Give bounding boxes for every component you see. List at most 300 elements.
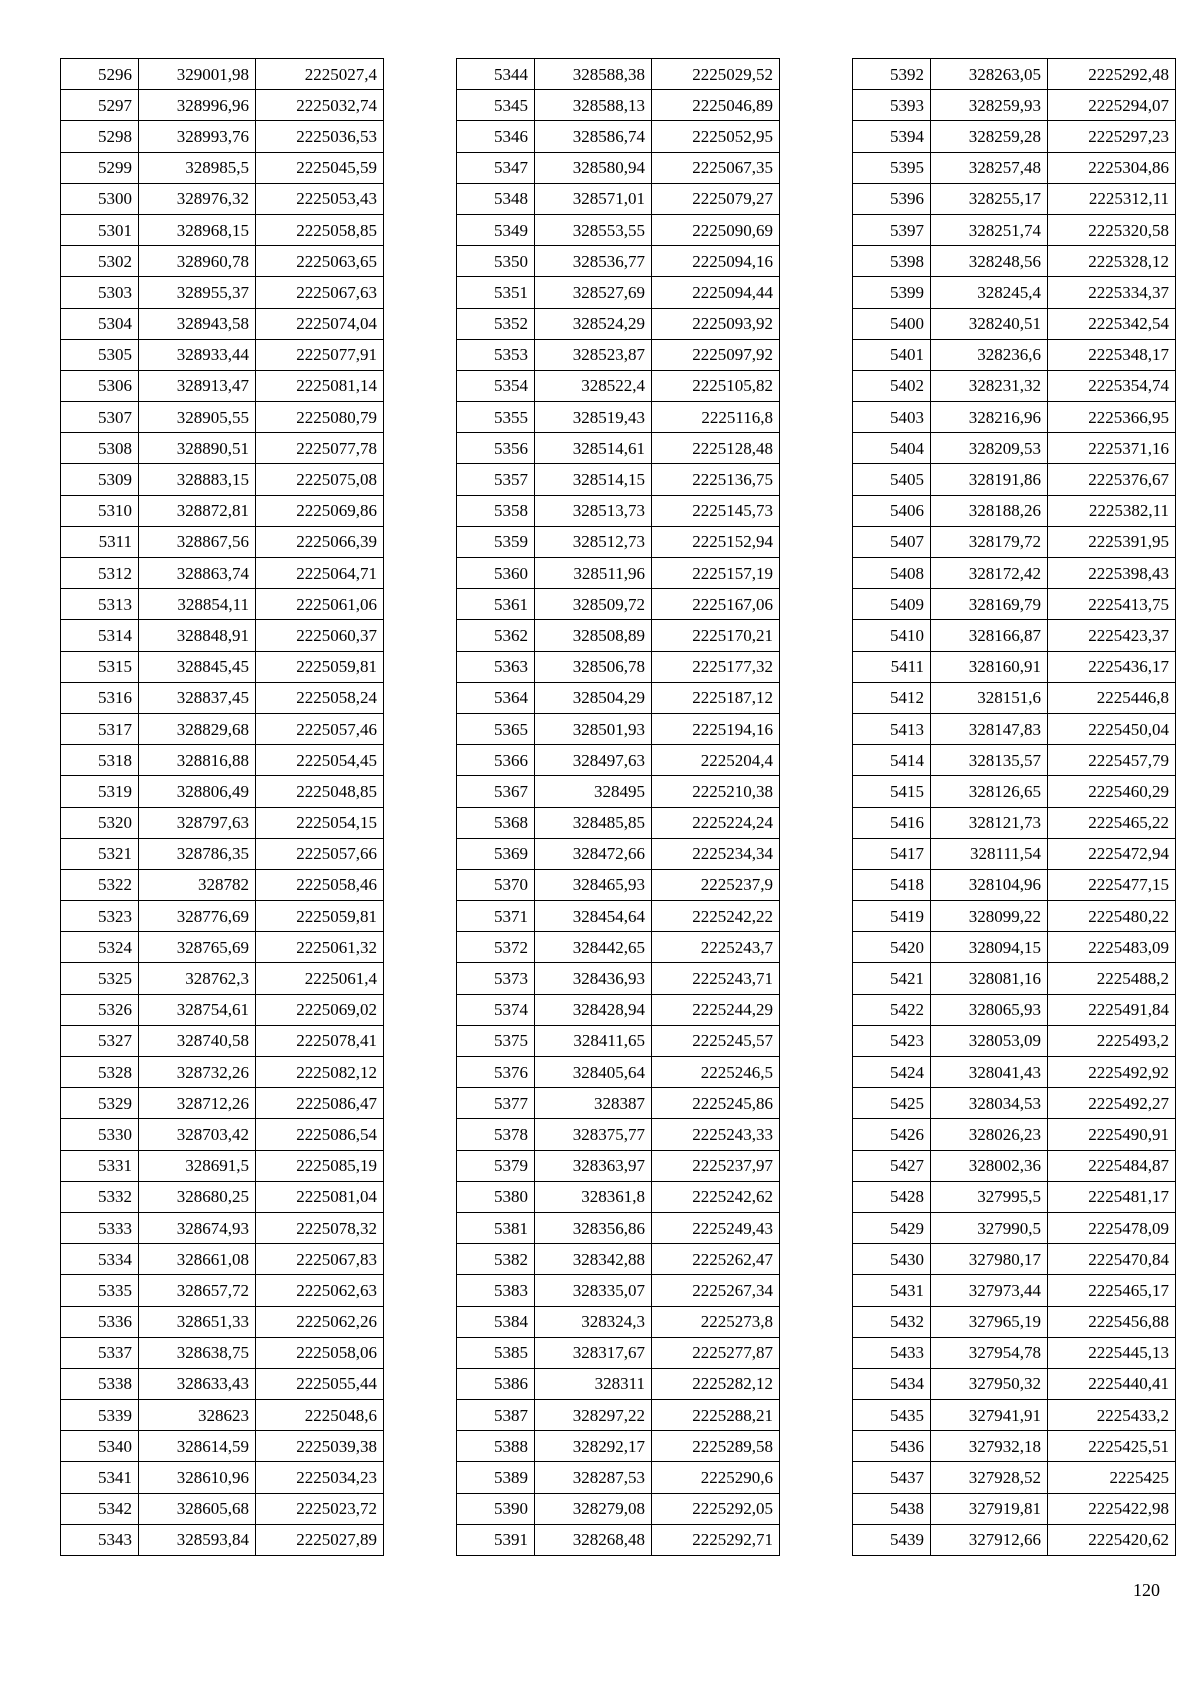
y-coordinate-cell: 2225288,21 (652, 1400, 780, 1431)
table-row (457, 932, 780, 963)
table-row (457, 1493, 780, 1524)
x-coordinate-cell: 328504,29 (535, 682, 652, 713)
y-coordinate-cell: 2225082,12 (256, 1057, 384, 1088)
y-coordinate-cell: 2225058,06 (256, 1337, 384, 1368)
table-row (457, 121, 780, 152)
point-number-cell: 5337 (61, 1337, 139, 1368)
table-row (457, 713, 780, 744)
table-row (853, 90, 1176, 121)
point-number-cell: 5401 (853, 339, 931, 370)
x-coordinate-cell: 328754,61 (139, 994, 256, 1025)
x-coordinate-cell: 328797,63 (139, 807, 256, 838)
table-row (61, 776, 384, 807)
y-coordinate-cell: 2225048,6 (256, 1400, 384, 1431)
y-coordinate-cell: 2225090,69 (652, 214, 780, 245)
table-row (853, 901, 1176, 932)
table-row (457, 558, 780, 589)
point-number-cell: 5400 (853, 308, 931, 339)
x-coordinate-cell: 328883,15 (139, 464, 256, 495)
table-row (457, 745, 780, 776)
y-coordinate-cell: 2225297,23 (1048, 121, 1176, 152)
x-coordinate-cell: 328854,11 (139, 589, 256, 620)
point-number-cell: 5335 (61, 1275, 139, 1306)
x-coordinate-cell: 327912,66 (931, 1524, 1048, 1555)
point-number-cell: 5347 (457, 152, 535, 183)
point-number-cell: 5323 (61, 901, 139, 932)
y-coordinate-cell: 2225312,11 (1048, 183, 1176, 214)
y-coordinate-cell: 2225152,94 (652, 526, 780, 557)
point-number-cell: 5378 (457, 1119, 535, 1150)
x-coordinate-cell: 327928,52 (931, 1462, 1048, 1493)
table-row (853, 869, 1176, 900)
table-row (853, 1150, 1176, 1181)
point-number-cell: 5404 (853, 433, 931, 464)
table-row (61, 1275, 384, 1306)
y-coordinate-cell: 2225328,12 (1048, 246, 1176, 277)
y-coordinate-cell: 2225081,04 (256, 1181, 384, 1212)
y-coordinate-cell: 2225054,45 (256, 745, 384, 776)
table-row (853, 1368, 1176, 1399)
table-row (457, 1524, 780, 1555)
x-coordinate-cell: 327954,78 (931, 1337, 1048, 1368)
point-number-cell: 5413 (853, 713, 931, 744)
x-coordinate-cell: 327965,19 (931, 1306, 1048, 1337)
point-number-cell: 5389 (457, 1462, 535, 1493)
table-row (61, 152, 384, 183)
point-number-cell: 5308 (61, 433, 139, 464)
point-number-cell: 5351 (457, 277, 535, 308)
y-coordinate-cell: 2225058,46 (256, 869, 384, 900)
y-coordinate-cell: 2225055,44 (256, 1368, 384, 1399)
point-number-cell: 5379 (457, 1150, 535, 1181)
y-coordinate-cell: 2225493,2 (1048, 1025, 1176, 1056)
y-coordinate-cell: 2225398,43 (1048, 558, 1176, 589)
point-number-cell: 5425 (853, 1088, 931, 1119)
table-row (61, 1181, 384, 1212)
y-coordinate-cell: 2225282,12 (652, 1368, 780, 1399)
x-coordinate-cell: 328209,53 (931, 433, 1048, 464)
table-row (853, 1088, 1176, 1119)
point-number-cell: 5415 (853, 776, 931, 807)
x-coordinate-cell: 328442,65 (535, 932, 652, 963)
point-number-cell: 5437 (853, 1462, 931, 1493)
x-coordinate-cell: 328732,26 (139, 1057, 256, 1088)
table-row (61, 1524, 384, 1555)
y-coordinate-cell: 2225425 (1048, 1462, 1176, 1493)
point-number-cell: 5436 (853, 1431, 931, 1462)
point-number-cell: 5383 (457, 1275, 535, 1306)
y-coordinate-cell: 2225067,83 (256, 1244, 384, 1275)
point-number-cell: 5298 (61, 121, 139, 152)
point-number-cell: 5381 (457, 1212, 535, 1243)
y-coordinate-cell: 2225456,88 (1048, 1306, 1176, 1337)
point-number-cell: 5376 (457, 1057, 535, 1088)
table-row (457, 682, 780, 713)
point-number-cell: 5328 (61, 1057, 139, 1088)
x-coordinate-cell: 328955,37 (139, 277, 256, 308)
table-row (853, 838, 1176, 869)
table-row (853, 339, 1176, 370)
point-number-cell: 5336 (61, 1306, 139, 1337)
table-row (61, 1088, 384, 1119)
y-coordinate-cell: 2225382,11 (1048, 495, 1176, 526)
table-row (457, 1088, 780, 1119)
point-number-cell: 5372 (457, 932, 535, 963)
point-number-cell: 5359 (457, 526, 535, 557)
table-row (457, 589, 780, 620)
y-coordinate-cell: 2225224,24 (652, 807, 780, 838)
table-row (61, 1493, 384, 1524)
point-number-cell: 5391 (457, 1524, 535, 1555)
table-row (61, 214, 384, 245)
x-coordinate-cell: 328845,45 (139, 651, 256, 682)
point-number-cell: 5409 (853, 589, 931, 620)
x-coordinate-cell: 328411,65 (535, 1025, 652, 1056)
point-number-cell: 5380 (457, 1181, 535, 1212)
y-coordinate-cell: 2225062,26 (256, 1306, 384, 1337)
point-number-cell: 5315 (61, 651, 139, 682)
point-number-cell: 5399 (853, 277, 931, 308)
x-coordinate-cell: 327980,17 (931, 1244, 1048, 1275)
point-number-cell: 5426 (853, 1119, 931, 1150)
table-row (457, 1150, 780, 1181)
point-number-cell: 5432 (853, 1306, 931, 1337)
point-number-cell: 5394 (853, 121, 931, 152)
y-coordinate-cell: 2225436,17 (1048, 651, 1176, 682)
x-coordinate-cell: 328890,51 (139, 433, 256, 464)
y-coordinate-cell: 2225267,34 (652, 1275, 780, 1306)
point-number-cell: 5405 (853, 464, 931, 495)
x-coordinate-cell: 328829,68 (139, 713, 256, 744)
y-coordinate-cell: 2225490,91 (1048, 1119, 1176, 1150)
x-coordinate-cell: 328508,89 (535, 620, 652, 651)
table-row (61, 869, 384, 900)
y-coordinate-cell: 2225237,9 (652, 869, 780, 900)
x-coordinate-cell: 327919,81 (931, 1493, 1048, 1524)
x-coordinate-cell: 328268,48 (535, 1524, 652, 1555)
x-coordinate-cell: 328553,55 (535, 214, 652, 245)
x-coordinate-cell: 328387 (535, 1088, 652, 1119)
x-coordinate-cell: 328691,5 (139, 1150, 256, 1181)
x-coordinate-cell: 327932,18 (931, 1431, 1048, 1462)
table-row (457, 402, 780, 433)
x-coordinate-cell: 328511,96 (535, 558, 652, 589)
point-number-cell: 5325 (61, 963, 139, 994)
x-coordinate-cell: 328160,91 (931, 651, 1048, 682)
y-coordinate-cell: 2225194,16 (652, 713, 780, 744)
y-coordinate-cell: 2225292,71 (652, 1524, 780, 1555)
y-coordinate-cell: 2225470,84 (1048, 1244, 1176, 1275)
y-coordinate-cell: 2225465,17 (1048, 1275, 1176, 1306)
x-coordinate-cell: 328454,64 (535, 901, 652, 932)
point-number-cell: 5334 (61, 1244, 139, 1275)
table-row (853, 994, 1176, 1025)
y-coordinate-cell: 2225039,38 (256, 1431, 384, 1462)
point-number-cell: 5326 (61, 994, 139, 1025)
table-row (457, 1400, 780, 1431)
x-coordinate-cell: 328985,5 (139, 152, 256, 183)
y-coordinate-cell: 2225027,4 (256, 59, 384, 90)
x-coordinate-cell: 328960,78 (139, 246, 256, 277)
x-coordinate-cell: 328580,94 (535, 152, 652, 183)
point-number-cell: 5346 (457, 121, 535, 152)
point-number-cell: 5395 (853, 152, 931, 183)
y-coordinate-cell: 2225242,62 (652, 1181, 780, 1212)
table-row (853, 1493, 1176, 1524)
table-row (853, 59, 1176, 90)
point-number-cell: 5300 (61, 183, 139, 214)
y-coordinate-cell: 2225177,32 (652, 651, 780, 682)
x-coordinate-cell: 328335,07 (535, 1275, 652, 1306)
point-number-cell: 5330 (61, 1119, 139, 1150)
y-coordinate-cell: 2225093,92 (652, 308, 780, 339)
x-coordinate-cell: 328311 (535, 1368, 652, 1399)
point-number-cell: 5412 (853, 682, 931, 713)
x-coordinate-cell: 328324,3 (535, 1306, 652, 1337)
point-number-cell: 5322 (61, 869, 139, 900)
y-coordinate-cell: 2225422,98 (1048, 1493, 1176, 1524)
x-coordinate-cell: 328297,22 (535, 1400, 652, 1431)
point-number-cell: 5296 (61, 59, 139, 90)
table-row (457, 1337, 780, 1368)
x-coordinate-cell: 328081,16 (931, 963, 1048, 994)
table-row (457, 495, 780, 526)
x-coordinate-cell: 328236,6 (931, 339, 1048, 370)
y-coordinate-cell: 2225074,04 (256, 308, 384, 339)
coordinates-table-3 (852, 58, 1176, 1556)
y-coordinate-cell: 2225145,73 (652, 495, 780, 526)
x-coordinate-cell: 328240,51 (931, 308, 1048, 339)
table-row (61, 339, 384, 370)
x-coordinate-cell: 328428,94 (535, 994, 652, 1025)
point-number-cell: 5373 (457, 963, 535, 994)
y-coordinate-cell: 2225204,4 (652, 745, 780, 776)
x-coordinate-cell: 328782 (139, 869, 256, 900)
x-coordinate-cell: 328257,48 (931, 152, 1048, 183)
table-row (457, 1244, 780, 1275)
table-row (853, 121, 1176, 152)
point-number-cell: 5424 (853, 1057, 931, 1088)
x-coordinate-cell: 328657,72 (139, 1275, 256, 1306)
point-number-cell: 5321 (61, 838, 139, 869)
point-number-cell: 5356 (457, 433, 535, 464)
table-row (61, 495, 384, 526)
y-coordinate-cell: 2225080,79 (256, 402, 384, 433)
y-coordinate-cell: 2225457,79 (1048, 745, 1176, 776)
x-coordinate-cell: 328863,74 (139, 558, 256, 589)
y-coordinate-cell: 2225292,05 (652, 1493, 780, 1524)
table-row (457, 1212, 780, 1243)
table-row (457, 620, 780, 651)
x-coordinate-cell: 328216,96 (931, 402, 1048, 433)
point-number-cell: 5428 (853, 1181, 931, 1212)
table-row (457, 1057, 780, 1088)
x-coordinate-cell: 328094,15 (931, 932, 1048, 963)
y-coordinate-cell: 2225294,07 (1048, 90, 1176, 121)
y-coordinate-cell: 2225342,54 (1048, 308, 1176, 339)
x-coordinate-cell: 327950,32 (931, 1368, 1048, 1399)
y-coordinate-cell: 2225078,41 (256, 1025, 384, 1056)
point-number-cell: 5416 (853, 807, 931, 838)
table-row (457, 963, 780, 994)
table-row (61, 90, 384, 121)
x-coordinate-cell: 328514,61 (535, 433, 652, 464)
y-coordinate-cell: 2225029,52 (652, 59, 780, 90)
x-coordinate-cell: 328867,56 (139, 526, 256, 557)
table-row (61, 121, 384, 152)
y-coordinate-cell: 2225069,86 (256, 495, 384, 526)
x-coordinate-cell: 327941,91 (931, 1400, 1048, 1431)
y-coordinate-cell: 2225210,38 (652, 776, 780, 807)
y-coordinate-cell: 2225334,37 (1048, 277, 1176, 308)
y-coordinate-cell: 2225061,06 (256, 589, 384, 620)
x-coordinate-cell: 328610,96 (139, 1462, 256, 1493)
table-row (61, 807, 384, 838)
y-coordinate-cell: 2225075,08 (256, 464, 384, 495)
x-coordinate-cell: 328485,85 (535, 807, 652, 838)
point-number-cell: 5398 (853, 246, 931, 277)
table-row (853, 152, 1176, 183)
x-coordinate-cell: 328943,58 (139, 308, 256, 339)
y-coordinate-cell: 2225304,86 (1048, 152, 1176, 183)
y-coordinate-cell: 2225053,43 (256, 183, 384, 214)
y-coordinate-cell: 2225157,19 (652, 558, 780, 589)
x-coordinate-cell: 328255,17 (931, 183, 1048, 214)
point-number-cell: 5360 (457, 558, 535, 589)
table-row (61, 1119, 384, 1150)
point-number-cell: 5367 (457, 776, 535, 807)
point-number-cell: 5319 (61, 776, 139, 807)
table-row (457, 1275, 780, 1306)
table-row (61, 1150, 384, 1181)
x-coordinate-cell: 328524,29 (535, 308, 652, 339)
y-coordinate-cell: 2225094,44 (652, 277, 780, 308)
point-number-cell: 5429 (853, 1212, 931, 1243)
table-row (457, 1462, 780, 1493)
table-row (853, 807, 1176, 838)
x-coordinate-cell: 328806,49 (139, 776, 256, 807)
y-coordinate-cell: 2225243,7 (652, 932, 780, 963)
table-row (853, 246, 1176, 277)
table-row (457, 1181, 780, 1212)
table-row (61, 745, 384, 776)
x-coordinate-cell: 328674,93 (139, 1212, 256, 1243)
table-row (61, 464, 384, 495)
table-row (61, 1368, 384, 1399)
table-row (61, 901, 384, 932)
table-row (61, 1025, 384, 1056)
y-coordinate-cell: 2225058,24 (256, 682, 384, 713)
y-coordinate-cell: 2225187,12 (652, 682, 780, 713)
point-number-cell: 5332 (61, 1181, 139, 1212)
x-coordinate-cell: 328065,93 (931, 994, 1048, 1025)
x-coordinate-cell: 328191,86 (931, 464, 1048, 495)
x-coordinate-cell: 328968,15 (139, 214, 256, 245)
table-row (853, 433, 1176, 464)
x-coordinate-cell: 328993,76 (139, 121, 256, 152)
y-coordinate-cell: 2225433,2 (1048, 1400, 1176, 1431)
y-coordinate-cell: 2225472,94 (1048, 838, 1176, 869)
y-coordinate-cell: 2225057,46 (256, 713, 384, 744)
point-number-cell: 5339 (61, 1400, 139, 1431)
table-row (853, 214, 1176, 245)
point-number-cell: 5423 (853, 1025, 931, 1056)
y-coordinate-cell: 2225023,72 (256, 1493, 384, 1524)
y-coordinate-cell: 2225460,29 (1048, 776, 1176, 807)
table-row (853, 308, 1176, 339)
table-row (853, 1244, 1176, 1275)
y-coordinate-cell: 2225086,47 (256, 1088, 384, 1119)
table-row (61, 994, 384, 1025)
point-number-cell: 5355 (457, 402, 535, 433)
y-coordinate-cell: 2225085,19 (256, 1150, 384, 1181)
table-row (853, 1431, 1176, 1462)
point-number-cell: 5317 (61, 713, 139, 744)
y-coordinate-cell: 2225032,74 (256, 90, 384, 121)
point-number-cell: 5414 (853, 745, 931, 776)
y-coordinate-cell: 2225058,85 (256, 214, 384, 245)
x-coordinate-cell: 328816,88 (139, 745, 256, 776)
table-row (853, 932, 1176, 963)
y-coordinate-cell: 2225105,82 (652, 370, 780, 401)
x-coordinate-cell: 328053,09 (931, 1025, 1048, 1056)
point-number-cell: 5390 (457, 1493, 535, 1524)
point-number-cell: 5406 (853, 495, 931, 526)
point-number-cell: 5435 (853, 1400, 931, 1431)
x-coordinate-cell: 328762,3 (139, 963, 256, 994)
table-row (61, 183, 384, 214)
point-number-cell: 5417 (853, 838, 931, 869)
y-coordinate-cell: 2225290,6 (652, 1462, 780, 1493)
y-coordinate-cell: 2225237,97 (652, 1150, 780, 1181)
table-row (853, 1119, 1176, 1150)
table-row (853, 1275, 1176, 1306)
table-row (61, 526, 384, 557)
y-coordinate-cell: 2225036,53 (256, 121, 384, 152)
point-number-cell: 5439 (853, 1524, 931, 1555)
x-coordinate-cell: 328251,74 (931, 214, 1048, 245)
y-coordinate-cell: 2225136,75 (652, 464, 780, 495)
point-number-cell: 5438 (853, 1493, 931, 1524)
point-number-cell: 5313 (61, 589, 139, 620)
x-coordinate-cell: 328776,69 (139, 901, 256, 932)
y-coordinate-cell: 2225277,87 (652, 1337, 780, 1368)
point-number-cell: 5333 (61, 1212, 139, 1243)
x-coordinate-cell: 328342,88 (535, 1244, 652, 1275)
table-row (853, 1400, 1176, 1431)
y-coordinate-cell: 2225445,13 (1048, 1337, 1176, 1368)
y-coordinate-cell: 2225488,2 (1048, 963, 1176, 994)
point-number-cell: 5434 (853, 1368, 931, 1399)
y-coordinate-cell: 2225067,35 (652, 152, 780, 183)
table-row (61, 558, 384, 589)
point-number-cell: 5369 (457, 838, 535, 869)
point-number-cell: 5386 (457, 1368, 535, 1399)
table-row (853, 1212, 1176, 1243)
point-number-cell: 5410 (853, 620, 931, 651)
table-row (61, 589, 384, 620)
table-row (457, 651, 780, 682)
x-coordinate-cell: 328292,17 (535, 1431, 652, 1462)
y-coordinate-cell: 2225077,78 (256, 433, 384, 464)
table-row (61, 402, 384, 433)
y-coordinate-cell: 2225371,16 (1048, 433, 1176, 464)
point-number-cell: 5357 (457, 464, 535, 495)
table-row (61, 838, 384, 869)
y-coordinate-cell: 2225249,43 (652, 1212, 780, 1243)
y-coordinate-cell: 2225244,29 (652, 994, 780, 1025)
y-coordinate-cell: 2225048,85 (256, 776, 384, 807)
